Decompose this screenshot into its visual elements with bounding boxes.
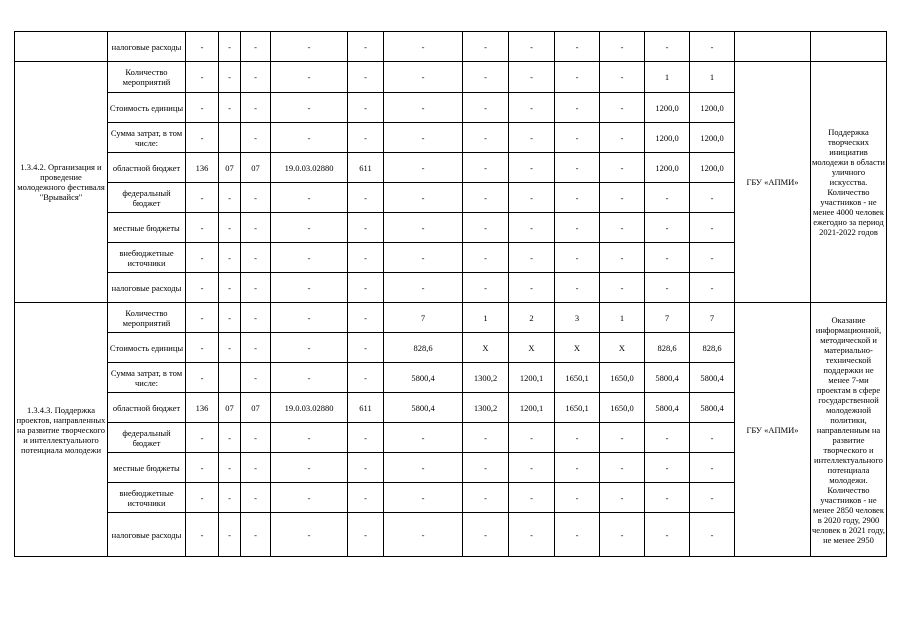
program-cell	[15, 32, 108, 62]
value-cell: -	[463, 453, 509, 483]
value-cell: -	[645, 273, 690, 303]
value-cell: -	[241, 32, 271, 62]
value-cell: -	[600, 273, 645, 303]
value-cell: -	[509, 273, 555, 303]
value-cell: -	[186, 62, 219, 93]
value-cell: -	[509, 62, 555, 93]
value-cell: -	[186, 303, 219, 333]
value-cell: -	[241, 303, 271, 333]
value-cell: -	[463, 513, 509, 557]
value-cell: -	[555, 123, 600, 153]
value-cell: -	[241, 423, 271, 453]
value-cell: -	[690, 423, 735, 453]
category-cell: Количество мероприятий	[108, 62, 186, 93]
category-cell: Стоимость единицы	[108, 333, 186, 363]
value-cell: 3	[555, 303, 600, 333]
value-cell: 5800,4	[645, 393, 690, 423]
value-cell: -	[241, 213, 271, 243]
value-cell: -	[555, 483, 600, 513]
value-cell: -	[348, 363, 384, 393]
value-cell: -	[509, 243, 555, 273]
program-title: 1.3.4.2. Организация и проведение молодежного фестиваля "Врывайся"	[15, 62, 108, 303]
value-cell: -	[645, 213, 690, 243]
value-cell: 07	[219, 153, 241, 183]
value-cell: 07	[241, 153, 271, 183]
value-cell: -	[271, 273, 348, 303]
value-cell: -	[555, 273, 600, 303]
value-cell: -	[463, 153, 509, 183]
value-cell: -	[241, 363, 271, 393]
value-cell: -	[271, 483, 348, 513]
value-cell: -	[219, 93, 241, 123]
value-cell: 19.0.03.02880	[271, 393, 348, 423]
value-cell: -	[348, 513, 384, 557]
value-cell: -	[219, 513, 241, 557]
value-cell: -	[600, 183, 645, 213]
value-cell: -	[241, 273, 271, 303]
value-cell: -	[186, 363, 219, 393]
value-cell: -	[271, 303, 348, 333]
category-cell: Сумма затрат, в том числе:	[108, 123, 186, 153]
category-cell: местные бюджеты	[108, 453, 186, 483]
value-cell: -	[555, 453, 600, 483]
value-cell: 1	[600, 303, 645, 333]
value-cell: -	[555, 32, 600, 62]
category-cell: налоговые расходы	[108, 513, 186, 557]
value-cell: 1300,2	[463, 363, 509, 393]
value-cell: -	[690, 183, 735, 213]
value-cell: -	[463, 213, 509, 243]
value-cell: -	[348, 483, 384, 513]
table-row	[15, 303, 887, 333]
value-cell: 828,6	[645, 333, 690, 363]
value-cell: 5800,4	[690, 363, 735, 393]
value-cell: -	[271, 363, 348, 393]
value-cell: -	[271, 423, 348, 453]
value-cell: -	[600, 453, 645, 483]
value-cell	[219, 363, 241, 393]
value-cell: -	[555, 513, 600, 557]
value-cell: -	[348, 123, 384, 153]
value-cell: -	[219, 303, 241, 333]
value-cell: -	[271, 333, 348, 363]
value-cell: -	[463, 273, 509, 303]
value-cell: -	[384, 153, 463, 183]
value-cell: -	[600, 32, 645, 62]
value-cell: Х	[463, 333, 509, 363]
value-cell: -	[645, 32, 690, 62]
value-cell: -	[186, 123, 219, 153]
value-cell: 5800,4	[384, 363, 463, 393]
value-cell: -	[271, 93, 348, 123]
value-cell: -	[241, 243, 271, 273]
category-cell: федеральный бюджет	[108, 183, 186, 213]
value-cell: -	[384, 483, 463, 513]
value-cell: -	[509, 32, 555, 62]
value-cell: 1200,0	[645, 93, 690, 123]
value-cell: -	[271, 62, 348, 93]
value-cell: -	[645, 423, 690, 453]
value-cell: -	[509, 93, 555, 123]
value-cell: -	[348, 303, 384, 333]
category-cell: местные бюджеты	[108, 213, 186, 243]
value-cell: 7	[384, 303, 463, 333]
value-cell: -	[271, 243, 348, 273]
value-cell: 1650,1	[555, 363, 600, 393]
value-cell: -	[555, 423, 600, 453]
value-cell: -	[271, 453, 348, 483]
value-cell: -	[463, 62, 509, 93]
value-cell: -	[509, 213, 555, 243]
value-cell: 1200,0	[645, 153, 690, 183]
value-cell: 7	[645, 303, 690, 333]
value-cell: 611	[348, 153, 384, 183]
value-cell: -	[186, 93, 219, 123]
value-cell: 1300,2	[463, 393, 509, 423]
value-cell: 1200,1	[509, 393, 555, 423]
value-cell: -	[219, 243, 241, 273]
category-cell: федеральный бюджет	[108, 423, 186, 453]
value-cell: -	[186, 333, 219, 363]
value-cell: -	[348, 183, 384, 213]
value-cell: -	[600, 123, 645, 153]
value-cell: 1650,0	[600, 363, 645, 393]
value-cell: -	[509, 453, 555, 483]
value-cell: -	[186, 243, 219, 273]
value-cell: -	[186, 273, 219, 303]
value-cell: -	[690, 213, 735, 243]
value-cell: 07	[241, 393, 271, 423]
value-cell: -	[186, 423, 219, 453]
program-title: 1.3.4.3. Поддержка проектов, направленных на развитие творческого и интеллектуального потенциала молодежи	[15, 303, 108, 557]
category-cell: областной бюджет	[108, 153, 186, 183]
value-cell: 1	[645, 62, 690, 93]
value-cell: 1650,1	[555, 393, 600, 423]
table-body	[15, 32, 887, 557]
value-cell: -	[463, 183, 509, 213]
value-cell: 1650,0	[600, 393, 645, 423]
value-cell: -	[600, 213, 645, 243]
value-cell: -	[384, 273, 463, 303]
value-cell: -	[463, 93, 509, 123]
value-cell: -	[384, 513, 463, 557]
value-cell: -	[509, 423, 555, 453]
value-cell: -	[348, 62, 384, 93]
value-cell: -	[271, 213, 348, 243]
value-cell: -	[690, 243, 735, 273]
value-cell: 1200,0	[690, 153, 735, 183]
result-cell: Оказание информационной, методической и материально-технической поддержки не менее 7-ми проектам в сфере государственной молодежной политики, направленным на развитие творческого и интеллектуального потенциала молодежи. Количество участников - не менее 2850 человек в 2020 году, 2900 человек в 2021 году, не менее 2950	[811, 303, 887, 557]
value-cell: 5800,4	[690, 393, 735, 423]
value-cell: -	[600, 243, 645, 273]
value-cell: -	[384, 62, 463, 93]
value-cell: -	[384, 123, 463, 153]
value-cell: -	[463, 483, 509, 513]
value-cell: -	[186, 453, 219, 483]
value-cell: -	[271, 32, 348, 62]
value-cell: -	[384, 423, 463, 453]
result-cell: Поддержка творческих инициатив молодежи в области уличного искусства. Количество участников - не менее 4000 человек ежегодно за период 2021-2022 годов	[811, 62, 887, 303]
value-cell: -	[219, 453, 241, 483]
value-cell: -	[384, 213, 463, 243]
value-cell: -	[348, 213, 384, 243]
value-cell: -	[219, 423, 241, 453]
value-cell: -	[509, 153, 555, 183]
executor-cell	[735, 32, 811, 62]
value-cell: -	[600, 62, 645, 93]
value-cell: -	[219, 62, 241, 93]
value-cell: 5800,4	[645, 363, 690, 393]
budget-table	[14, 31, 887, 557]
value-cell: -	[219, 183, 241, 213]
value-cell: -	[186, 513, 219, 557]
value-cell: -	[384, 93, 463, 123]
value-cell: -	[600, 483, 645, 513]
value-cell: -	[600, 513, 645, 557]
value-cell: -	[241, 453, 271, 483]
value-cell: -	[600, 93, 645, 123]
value-cell: -	[645, 483, 690, 513]
value-cell: -	[384, 243, 463, 273]
value-cell: -	[463, 32, 509, 62]
table-row	[15, 32, 887, 62]
value-cell: 136	[186, 393, 219, 423]
value-cell: -	[186, 183, 219, 213]
value-cell: -	[348, 32, 384, 62]
table-row	[15, 62, 887, 93]
value-cell: -	[555, 62, 600, 93]
value-cell: -	[219, 273, 241, 303]
value-cell: -	[555, 183, 600, 213]
value-cell: -	[463, 243, 509, 273]
value-cell: -	[384, 32, 463, 62]
category-cell: Количество мероприятий	[108, 303, 186, 333]
value-cell: -	[271, 123, 348, 153]
category-cell: областной бюджет	[108, 393, 186, 423]
value-cell: -	[348, 273, 384, 303]
value-cell: -	[690, 513, 735, 557]
value-cell: -	[241, 123, 271, 153]
value-cell: -	[219, 483, 241, 513]
value-cell: -	[186, 32, 219, 62]
value-cell: 07	[219, 393, 241, 423]
value-cell: -	[600, 423, 645, 453]
value-cell: -	[645, 243, 690, 273]
category-cell: Сумма затрат, в том числе:	[108, 363, 186, 393]
category-cell: налоговые расходы	[108, 32, 186, 62]
value-cell: -	[645, 453, 690, 483]
value-cell: Х	[555, 333, 600, 363]
value-cell: 1	[690, 62, 735, 93]
value-cell: 7	[690, 303, 735, 333]
value-cell: -	[509, 183, 555, 213]
value-cell: 19.0.03.02880	[271, 153, 348, 183]
value-cell: -	[555, 213, 600, 243]
value-cell: 1200,0	[690, 123, 735, 153]
value-cell: -	[690, 32, 735, 62]
value-cell: -	[690, 273, 735, 303]
value-cell: Х	[509, 333, 555, 363]
value-cell: -	[600, 153, 645, 183]
value-cell: -	[348, 423, 384, 453]
value-cell: -	[509, 123, 555, 153]
value-cell: -	[555, 153, 600, 183]
value-cell: -	[555, 243, 600, 273]
value-cell: -	[271, 513, 348, 557]
result-cell	[811, 32, 887, 62]
value-cell: -	[241, 513, 271, 557]
value-cell: -	[241, 93, 271, 123]
value-cell: 1	[463, 303, 509, 333]
category-cell: Стоимость единицы	[108, 93, 186, 123]
value-cell: -	[348, 333, 384, 363]
value-cell: -	[186, 213, 219, 243]
value-cell: -	[241, 333, 271, 363]
value-cell: -	[384, 453, 463, 483]
value-cell: 1200,0	[645, 123, 690, 153]
value-cell: -	[645, 513, 690, 557]
value-cell: -	[271, 183, 348, 213]
value-cell: -	[241, 183, 271, 213]
value-cell: -	[555, 93, 600, 123]
value-cell: -	[645, 183, 690, 213]
value-cell: -	[219, 213, 241, 243]
value-cell: -	[219, 333, 241, 363]
value-cell: -	[690, 453, 735, 483]
value-cell: Х	[600, 333, 645, 363]
category-cell: налоговые расходы	[108, 273, 186, 303]
category-cell: внебюджетные источники	[108, 483, 186, 513]
value-cell: -	[186, 483, 219, 513]
value-cell: -	[219, 32, 241, 62]
value-cell: -	[463, 123, 509, 153]
category-cell: внебюджетные источники	[108, 243, 186, 273]
value-cell: -	[241, 483, 271, 513]
value-cell: 1200,0	[690, 93, 735, 123]
value-cell: -	[348, 453, 384, 483]
value-cell: -	[384, 183, 463, 213]
value-cell: -	[348, 93, 384, 123]
executor-cell: ГБУ «АПМИ»	[735, 303, 811, 557]
value-cell: -	[463, 423, 509, 453]
value-cell: 1200,1	[509, 363, 555, 393]
value-cell: -	[509, 483, 555, 513]
value-cell	[219, 123, 241, 153]
value-cell: -	[509, 513, 555, 557]
value-cell: -	[690, 483, 735, 513]
executor-cell: ГБУ «АПМИ»	[735, 62, 811, 303]
value-cell: 611	[348, 393, 384, 423]
value-cell: -	[348, 243, 384, 273]
value-cell: 2	[509, 303, 555, 333]
value-cell: 136	[186, 153, 219, 183]
value-cell: 5800,4	[384, 393, 463, 423]
value-cell: 828,6	[690, 333, 735, 363]
value-cell: 828,6	[384, 333, 463, 363]
value-cell: -	[241, 62, 271, 93]
